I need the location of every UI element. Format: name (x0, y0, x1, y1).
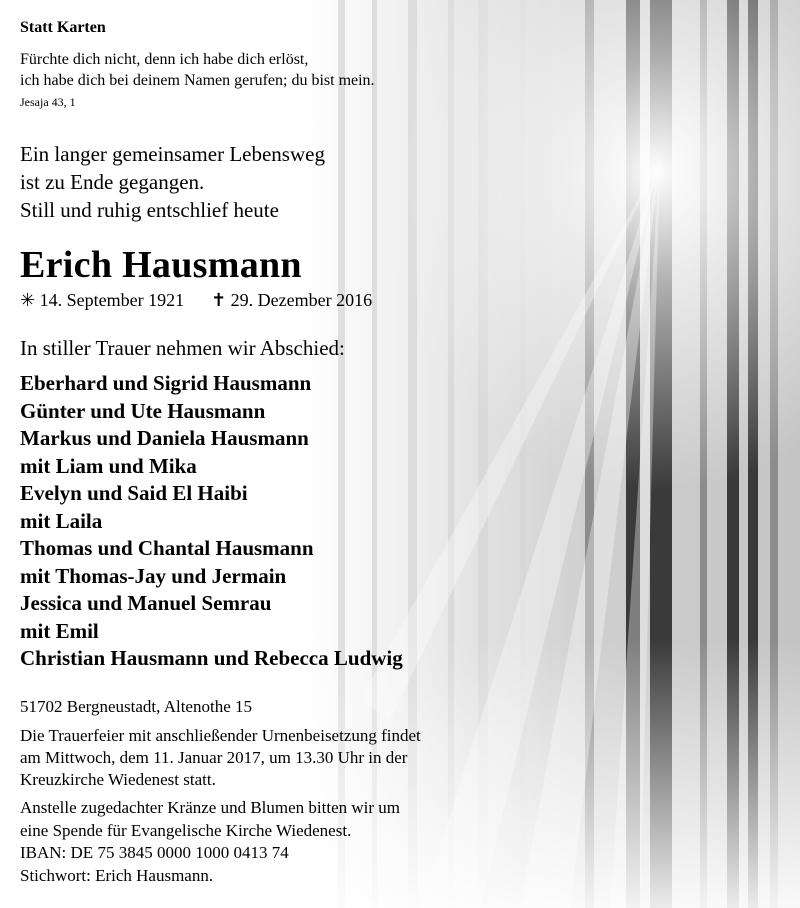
mourner-entry: mit Laila (20, 508, 103, 533)
mourner-entry: Christian Hausmann und Rebecca Ludwig (20, 646, 403, 670)
mourner-entry: Thomas und Chantal Hausmann (20, 536, 314, 560)
verse-reference: Jesaja 43, 1 (20, 95, 76, 109)
birth-date: 14. September 1921 (39, 290, 185, 310)
mourner-entry: Günter und Ute Hausmann (20, 398, 266, 423)
funeral-line: am Mittwoch, dem 11. Januar 2017, um 13.30 Uhr in der (20, 748, 408, 767)
intro-line: ist zu Ende gegangen. (20, 170, 205, 194)
mourner-entry: Eberhard und Sigrid Hausmann (20, 371, 312, 395)
verse-line: Fürchte dich nicht, denn ich habe dich erlöst, (20, 51, 309, 68)
mourner-entry: Jessica und Manuel Semrau (20, 591, 272, 615)
keyword-line: Stichwort: Erich Hausmann. (20, 865, 214, 885)
deceased-name: Erich Hausmann (20, 244, 302, 286)
intro-text (20, 140, 325, 224)
funeral-line: Die Trauerfeier mit anschließender Urnenbeisetzung findet (20, 726, 421, 745)
bible-verse (20, 49, 375, 91)
iban-line: IBAN: DE 75 3845 0000 1000 0413 74 (20, 843, 289, 862)
mourner-entry: Markus und Daniela Hausmann (20, 426, 309, 450)
intro-line: Ein langer gemeinsamer Lebensweg (20, 142, 325, 166)
intro-line: Still und ruhig entschlief heute (20, 198, 279, 222)
death-cross-icon: ✝ (211, 290, 227, 310)
mourner-entry: mit Liam und Mika (20, 453, 197, 478)
donation-details (20, 797, 400, 887)
funeral-details (20, 725, 421, 791)
mourner-entry: mit Thomas-Jay und Jermain (20, 563, 287, 588)
address: 51702 Bergneustadt, Altenothe 15 (20, 697, 252, 716)
birth-star-icon: ✳ (20, 290, 36, 310)
mourning-line: In stiller Trauer nehmen wir Abschied: (20, 336, 345, 360)
verse-line: ich habe dich bei deinem Namen gerufen; du bist mein. (20, 72, 375, 89)
life-dates (20, 289, 372, 311)
donation-line: eine Spende für Evangelische Kirche Wiedenest. (20, 820, 352, 840)
mourner-entry: mit Emil (20, 618, 99, 643)
death-date: 29. Dezember 2016 (230, 290, 373, 310)
mourners-list (20, 370, 403, 673)
donation-line: Anstelle zugedachter Kränze und Blumen bitten wir um (20, 798, 401, 817)
header-label: Statt Karten (20, 19, 106, 36)
mourner-entry: Evelyn und Said El Haibi (20, 481, 248, 505)
funeral-line: Kreuzkirche Wiedenest statt. (20, 770, 216, 789)
